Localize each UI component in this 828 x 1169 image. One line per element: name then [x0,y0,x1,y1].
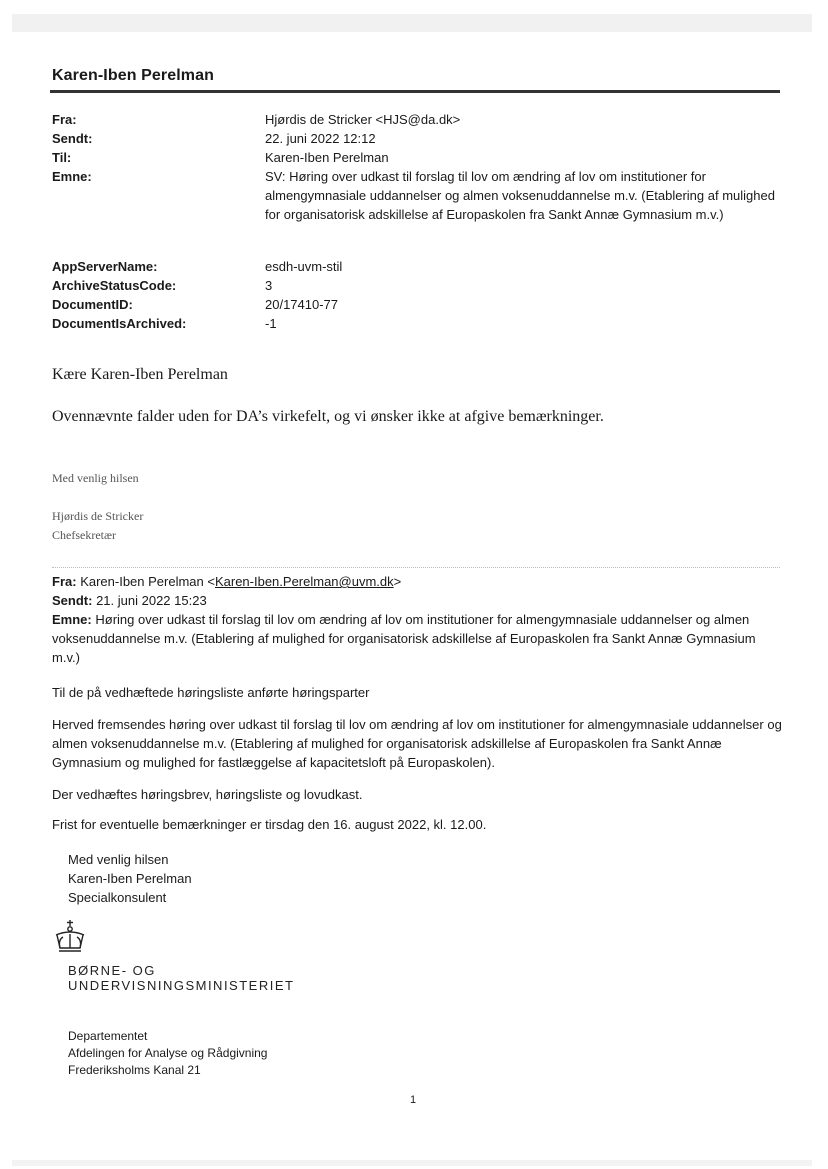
heading-rule [50,90,780,93]
ministry-address [68,1028,267,1079]
from-label: Fra: [52,112,77,127]
subject-label: Emne: [52,169,92,184]
sent-label: Sendt: [52,131,93,146]
to-label: Til: [52,150,72,165]
forwarded-addressee: Til de på vedhæftede høringsliste anførte høringsparter [52,685,370,700]
forwarded-subject-label: Emne: [52,612,92,627]
document-archived-label: DocumentIsArchived: [52,316,187,331]
division-line: Afdelingen for Analyse og Rådgivning [68,1046,268,1060]
to-value: Karen-Iben Perelman [265,150,389,165]
forwarded-sent-label: Sendt: [52,593,93,608]
sender-name-heading: Karen-Iben Perelman [52,67,214,84]
forwarded-from-email-link[interactable]: Karen-Iben.Perelman@uvm.dk [214,574,394,589]
scan-border-bottom [12,1160,812,1166]
forwarded-from-close: > [393,574,402,589]
reply-signer-name: Hjørdis de Stricker [52,509,144,523]
forwarded-paragraph-1: Herved fremsendes høring over udkast til forslag til lov om ændring af lov om institutioner for almengymnasiale uddannelser og almen voksenuddannelse m.v. (Etablering af mulighed for organisatorisk adskillelse af Europaskolen fra Sankt Annæ Gymnasium og mulighed for fastlæggelse af kapacitetsloft på Europaskolen). [52,717,782,770]
ministry-name-line-2: UNDERVISNINGSMINISTERIET [68,978,295,993]
forwarded-subject-value: Høring over udkast til forslag til lov om ændring af lov om institutioner for almengymnasiale uddannelser og almen voksenuddannelse m.v. (Etablering af mulighed for organisatorisk adskillelse af Europaskolen fra Sankt Annæ Gymnasium m.v.) [52,612,756,665]
reply-body: Ovennævnte falder uden for DA’s virkefelt, og vi ønsker ikke at afgive bemærkninger. [52,408,604,425]
archive-status-label: ArchiveStatusCode: [52,278,177,293]
scan-border-top [12,14,812,32]
reply-closing: Med venlig hilsen [52,471,139,485]
forwarded-sent-value: 21. juni 2022 15:23 [96,593,207,608]
forwarded-signer-title: Specialkonsulent [68,890,167,905]
ministry-name-line-1: BØRNE- OG [68,963,156,978]
document-id-label: DocumentID: [52,297,133,312]
forwarded-paragraph-3: Frist for eventuelle bemærkninger er tirsdag den 16. august 2022, kl. 12.00. [52,817,487,832]
sent-value: 22. juni 2022 12:12 [265,131,376,146]
forwarded-closing: Med venlig hilsen [68,852,169,867]
app-server-label: AppServerName: [52,259,158,274]
reply-greeting: Kære Karen-Iben Perelman [52,366,228,383]
page-number: 1 [410,1094,417,1106]
forwarded-signer-name: Karen-Iben Perelman [68,871,192,886]
forwarded-from-name: Karen-Iben Perelman < [80,574,215,589]
archive-status-value: 3 [265,278,273,293]
ministry-name [68,963,294,993]
subject-value: SV: Høring over udkast til forslag til lov om ændring af lov om institutioner for almengymnasiale uddannelser og almen voksenuddannelse m.v. (Etablering af mulighed for organisatorisk adskillelse af Europaskolen fra Sankt Annæ Gymnasium m.v.) [265,169,775,222]
forwarded-from-line [52,572,782,591]
forwarded-subject-line [52,610,782,667]
department-line: Departementet [68,1029,148,1043]
message-separator [52,567,780,568]
from-value: Hjørdis de Stricker <HJS@da.dk> [265,112,461,127]
street-line: Frederiksholms Kanal 21 [68,1063,201,1077]
forwarded-paragraph-2: Der vedhæftes høringsbrev, høringsliste og lovudkast. [52,787,363,802]
crown-icon [50,918,90,954]
forwarded-from-label: Fra: [52,574,77,589]
reply-signer-title: Chefsekretær [52,528,116,542]
forwarded-sent-line [52,591,782,610]
document-id-value: 20/17410-77 [265,297,339,312]
app-server-value: esdh-uvm-stil [265,259,343,274]
document-archived-value: -1 [265,316,277,331]
